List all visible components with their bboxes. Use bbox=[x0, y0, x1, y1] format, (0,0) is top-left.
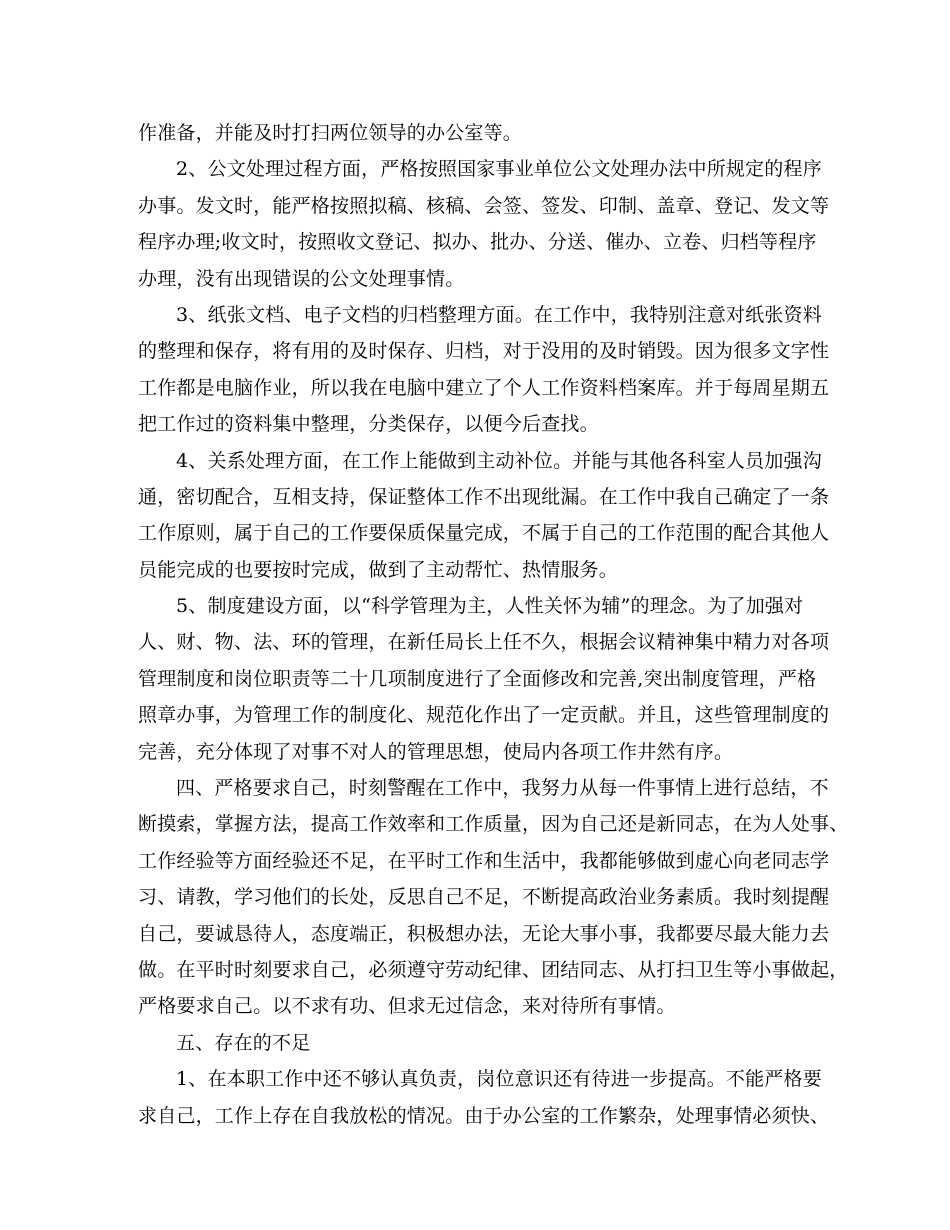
text-line-6: 3、纸张文档、电子文档的归档整理方面。在工作中，我特别注意对纸张资料 bbox=[176, 303, 822, 326]
text-line-9: 把工作过的资料集中整理，分类保存，以便今后查找。 bbox=[138, 413, 599, 436]
text-line-25: 严格要求自己。以不求有功、但求无过信念，来对待所有事情。 bbox=[138, 995, 676, 1018]
text-line-8: 工作都是电脑作业，所以我在电脑中建立了个人工作资料档案库。并于每周星期五 bbox=[138, 376, 830, 399]
text-line-2: 2、公文处理过程方面，严格按照国家事业单位公文处理办法中所规定的程序 bbox=[176, 158, 822, 181]
text-line-28: 求自己，工作上存在自我放松的情况。由于办公室的工作繁杂，处理事情必须快、 bbox=[138, 1104, 830, 1127]
text-line-20: 断摸索，掌握方法，提高工作效率和工作质量，因为自己还是新同志，在为人处事、 bbox=[138, 813, 849, 836]
text-line-5: 办理，没有出现错误的公文处理事情。 bbox=[138, 267, 465, 290]
document-body bbox=[138, 115, 849, 1134]
text-line-24: 做。在平时时刻要求自己，必须遵守劳动纪律、团结同志、从打扫卫生等小事做起， bbox=[138, 958, 849, 981]
text-line-26: 五、存在的不足 bbox=[176, 1031, 311, 1054]
text-line-16: 管理制度和岗位职责等二十几项制度进行了全面修改和完善,突出制度管理，严格 bbox=[138, 667, 817, 690]
text-line-12: 工作原则，属于自己的工作要保质保量完成，不属于自己的工作范围的配合其他人 bbox=[138, 522, 830, 545]
text-line-22: 习、请教，学习他们的长处，反思自己不足，不断提高政治业务素质。我时刻提醒 bbox=[138, 886, 830, 909]
text-line-3: 办事。发文时，能严格按照拟稿、核稿、会签、签发、印制、盖章、登记、发文等 bbox=[138, 194, 830, 217]
text-line-21: 工作经验等方面经验还不足，在平时工作和生活中，我都能够做到虚心向老同志学 bbox=[138, 849, 830, 872]
text-line-18: 完善，充分体现了对事不对人的管理思想，使局内各项工作井然有序。 bbox=[138, 740, 734, 763]
text-line-11: 通，密切配合，互相支持，保证整体工作不出现纰漏。在工作中我自己确定了一条 bbox=[138, 485, 830, 508]
text-line-15: 人、财、物、法、环的管理，在新任局长上任不久，根据会议精神集中精力对各项 bbox=[138, 631, 830, 654]
text-line-17: 照章办事，为管理工作的制度化、规范化作出了一定贡献。并且，这些管理制度的 bbox=[138, 704, 830, 727]
text-line-23: 自己，要诚恳待人，态度端正，积极想办法，无论大事小事，我都要尽最大能力去 bbox=[138, 922, 830, 945]
text-line-19: 四、严格要求自己，时刻警醒在工作中，我努力从每一件事情上进行总结，不 bbox=[176, 777, 829, 800]
text-line-7: 的整理和保存，将有用的及时保存、归档，对于没用的及时销毁。因为很多文字性 bbox=[138, 340, 830, 363]
text-line-1: 作准备，并能及时打扫两位领导的办公室等。 bbox=[138, 122, 523, 144]
text-line-10: 4、关系处理方面，在工作上能做到主动补位。并能与其他各科室人员加强沟 bbox=[176, 449, 822, 472]
text-line-13: 员能完成的也要按时完成，做到了主动帮忙、热情服务。 bbox=[138, 558, 619, 581]
text-line-27: 1、在本职工作中还不够认真负责，岗位意识还有待进一步提高。不能严格要 bbox=[176, 1068, 822, 1091]
text-line-4: 程序办理;收文时，按照收文登记、拟办、批办、分送、催办、立卷、归档等程序 bbox=[138, 231, 817, 254]
text-line-14: 5、制度建设方面，以“科学管理为主，人性关怀为辅”的理念。为了加强对 bbox=[176, 595, 804, 618]
